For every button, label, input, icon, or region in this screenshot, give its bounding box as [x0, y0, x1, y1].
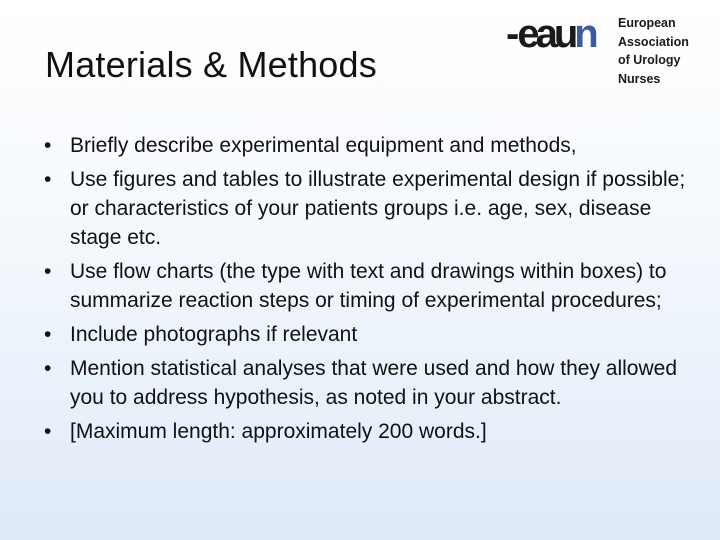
bullet-dot: • [44, 357, 52, 380]
logo-mark-text: eau [517, 12, 575, 56]
bullet-item [44, 320, 694, 349]
bullet-dot: • [44, 168, 52, 191]
logo-line: of Urology [618, 53, 681, 67]
slide-title: Materials & Methods [45, 44, 377, 85]
bullet-dot: • [44, 134, 52, 157]
bullet-dot: • [44, 323, 52, 346]
bullet-item [44, 354, 694, 412]
logo-line: Nurses [618, 71, 661, 86]
bullet-text: Briefly describe experimental equipment and methods, [70, 134, 577, 157]
bullet-list [44, 131, 694, 451]
eaun-logo [506, 14, 706, 94]
bullet-dot: • [44, 260, 52, 283]
bullet-item [44, 131, 694, 160]
bullet-text: Include photographs if relevant [70, 323, 358, 346]
bullet-item [44, 257, 694, 315]
logo-line: European [618, 16, 676, 30]
bullet-text: Mention statistical analyses that were used and how they allowed you to address hypothesis, as noted in your abstract. [70, 357, 678, 409]
bullet-item [44, 165, 694, 252]
bullet-item [44, 417, 694, 446]
logo-line: Association [618, 34, 689, 49]
bullet-text: Use figures and tables to illustrate experimental design if possible; or characteristics of your patients groups i.e. age, sex, disease stage etc. [70, 168, 686, 249]
bullet-dot: • [44, 420, 52, 443]
bullet-text: [Maximum length: approximately 200 words.] [70, 420, 487, 443]
logo-mark: -eaun [506, 12, 595, 56]
logo-organization-name [618, 14, 689, 88]
logo-mark-accent: n [574, 12, 595, 56]
bullet-text: Use flow charts (the type with text and drawings within boxes) to summarize reaction steps or timing of experimental procedures; [70, 260, 667, 312]
